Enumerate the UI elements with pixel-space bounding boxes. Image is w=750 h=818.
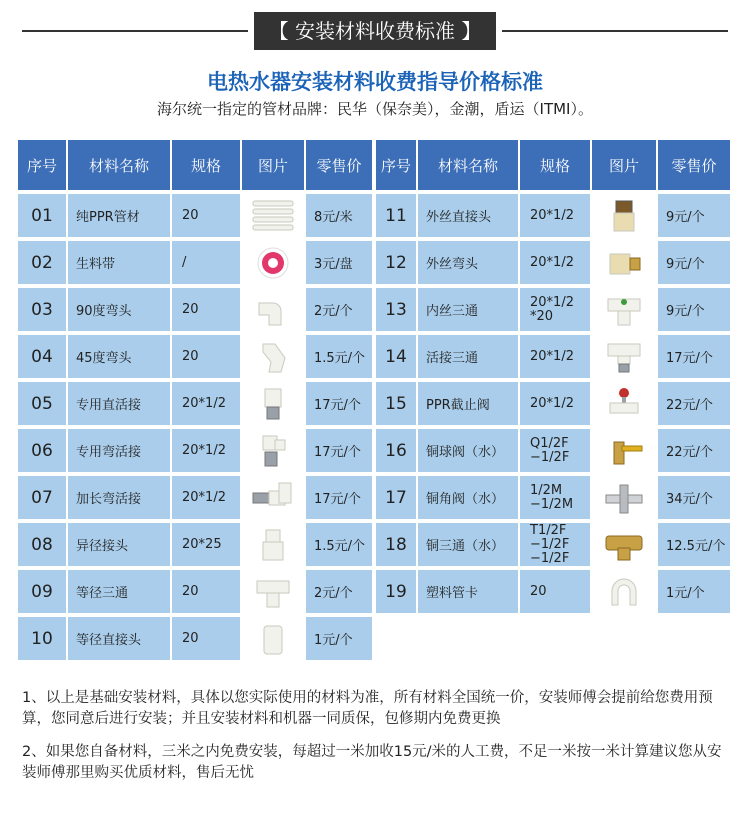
item-image	[592, 241, 658, 284]
item-spec	[172, 382, 242, 425]
header-spec: 规格	[172, 140, 242, 190]
banner-divider-right	[502, 30, 728, 32]
elbow-45-icon	[249, 338, 297, 376]
item-spec-line: −1/2F	[530, 449, 570, 465]
item-spec	[520, 194, 592, 237]
item-name: 外丝弯头	[418, 241, 520, 284]
item-image	[592, 288, 658, 331]
item-image	[592, 429, 658, 472]
item-spec	[172, 335, 242, 378]
reducer-icon	[249, 526, 297, 564]
table-row	[376, 241, 730, 284]
table-row	[376, 476, 730, 519]
coupling-icon	[249, 620, 297, 658]
item-name: 塑料管卡	[418, 570, 520, 613]
header-price: 零售价	[658, 140, 730, 190]
item-name: 生料带	[68, 241, 172, 284]
item-image	[242, 523, 306, 566]
item-spec	[520, 429, 592, 472]
elbow-union-icon	[249, 432, 297, 470]
item-spec	[520, 288, 592, 331]
item-number: 08	[18, 523, 68, 566]
item-image	[242, 194, 306, 237]
table-row	[18, 523, 372, 566]
item-spec-line: 20*1/2	[530, 254, 574, 270]
item-number: 10	[18, 617, 68, 660]
item-number: 16	[376, 429, 418, 472]
item-spec-line: 20	[530, 583, 547, 599]
item-spec-line: 20*1/2	[182, 442, 226, 458]
notes-section	[22, 688, 734, 796]
table-row	[376, 429, 730, 472]
header-price: 零售价	[306, 140, 372, 190]
item-spec	[520, 335, 592, 378]
item-spec-line: −1/2F	[530, 550, 570, 566]
note-2: 2、如果您自备材料，三米之内免费安装，每超过一米加收15元/米的人工费，不足一米按一米计算建议您从安装师傅那里购买优质材料，售后无忧	[22, 744, 722, 781]
item-price: 1.5元/个	[306, 335, 372, 378]
table-row	[376, 335, 730, 378]
brass-tee-icon	[600, 526, 648, 564]
item-image	[242, 241, 306, 284]
item-number: 18	[376, 523, 418, 566]
item-spec-line: *20	[530, 308, 554, 324]
header-name: 材料名称	[68, 140, 172, 190]
item-spec-line: 20	[182, 348, 199, 364]
header-image: 图片	[592, 140, 658, 190]
header-name: 材料名称	[418, 140, 520, 190]
angle-valve-icon	[600, 479, 648, 517]
item-name: 加长弯活接	[68, 476, 172, 519]
union-tee-icon	[600, 338, 648, 376]
item-number: 14	[376, 335, 418, 378]
table-row	[18, 382, 372, 425]
item-spec	[520, 382, 592, 425]
item-spec-line: 20*1/2	[530, 348, 574, 364]
item-image	[242, 335, 306, 378]
item-price: 17元/个	[658, 335, 730, 378]
item-spec-line: 20*1/2	[530, 294, 574, 310]
item-name: PPR截止阀	[418, 382, 520, 425]
item-name: 外丝直接头	[418, 194, 520, 237]
female-tee-icon	[600, 291, 648, 329]
item-name: 异径接头	[68, 523, 172, 566]
table-row	[18, 335, 372, 378]
table-row	[18, 617, 372, 660]
item-spec-line: T1/2F	[530, 522, 567, 538]
item-spec	[520, 523, 592, 566]
male-coupling-icon	[600, 197, 648, 235]
table-row	[376, 570, 730, 613]
item-price: 1元/个	[658, 570, 730, 613]
banner-divider-left	[22, 30, 248, 32]
item-spec	[520, 570, 592, 613]
item-spec	[172, 429, 242, 472]
item-spec-line: 20*1/2	[182, 395, 226, 411]
item-image	[592, 335, 658, 378]
item-name: 45度弯头	[68, 335, 172, 378]
item-number: 07	[18, 476, 68, 519]
item-name: 铜三通（水）	[418, 523, 520, 566]
price-table-right	[376, 136, 730, 617]
item-spec-line: Q1/2F	[530, 435, 569, 451]
item-name: 等径直接头	[68, 617, 172, 660]
banner-title: 【 安装材料收费标准 】	[254, 12, 496, 50]
item-number: 11	[376, 194, 418, 237]
table-row	[18, 241, 372, 284]
item-price: 1.5元/个	[306, 523, 372, 566]
item-name: 内丝三通	[418, 288, 520, 331]
item-price: 9元/个	[658, 194, 730, 237]
table-row	[18, 476, 372, 519]
table-row	[376, 523, 730, 566]
pipe-clip-icon	[600, 573, 648, 611]
item-spec	[172, 241, 242, 284]
item-image	[592, 194, 658, 237]
tape-icon	[249, 244, 297, 282]
table-header-row	[18, 140, 372, 190]
table-row	[376, 194, 730, 237]
item-spec-line: −1/2M	[530, 496, 574, 512]
item-price: 2元/个	[306, 288, 372, 331]
item-image	[592, 476, 658, 519]
item-spec-line: 1/2M	[530, 482, 563, 498]
item-spec	[520, 241, 592, 284]
pipe-icon	[249, 197, 297, 235]
stop-valve-icon	[600, 385, 648, 423]
ball-valve-icon	[600, 432, 648, 470]
item-price: 9元/个	[658, 288, 730, 331]
table-header-row	[376, 140, 730, 190]
item-spec	[172, 570, 242, 613]
price-table-left	[18, 136, 372, 664]
item-spec	[172, 617, 242, 660]
header-spec: 规格	[520, 140, 592, 190]
item-spec	[172, 523, 242, 566]
note-1: 1、以上是基础安装材料，具体以您实际使用的材料为准，所有材料全国统一价，安装师傅会提前给您费用预算，您同意后进行安装；并且安装材料和机器一同质保，包修期内免费更换	[22, 690, 713, 727]
item-image	[242, 570, 306, 613]
item-spec-line: 20	[182, 583, 199, 599]
table-row	[18, 288, 372, 331]
item-spec	[172, 476, 242, 519]
tee-icon	[249, 573, 297, 611]
page-title: 电热水器安装材料收费指导价格标准	[207, 70, 543, 94]
item-price: 9元/个	[658, 241, 730, 284]
item-spec-line: 20*1/2	[530, 395, 574, 411]
item-spec-line: 20	[182, 301, 199, 317]
item-image	[592, 570, 658, 613]
item-price: 3元/盘	[306, 241, 372, 284]
item-spec	[520, 476, 592, 519]
item-spec-line: 20*25	[182, 536, 222, 552]
item-image	[592, 382, 658, 425]
item-price: 17元/个	[306, 429, 372, 472]
item-price: 34元/个	[658, 476, 730, 519]
item-price: 22元/个	[658, 429, 730, 472]
table-row	[18, 570, 372, 613]
item-name: 等径三通	[68, 570, 172, 613]
item-number: 01	[18, 194, 68, 237]
item-image	[242, 476, 306, 519]
item-price: 2元/个	[306, 570, 372, 613]
item-price: 22元/个	[658, 382, 730, 425]
item-price: 1元/个	[306, 617, 372, 660]
item-name: 专用直活接	[68, 382, 172, 425]
table-row	[376, 288, 730, 331]
item-number: 03	[18, 288, 68, 331]
item-spec-line: 20*1/2	[182, 489, 226, 505]
item-spec-line: 20	[182, 630, 199, 646]
table-row	[18, 429, 372, 472]
item-name: 铜角阀（水）	[418, 476, 520, 519]
item-number: 15	[376, 382, 418, 425]
table-row	[376, 382, 730, 425]
item-name: 纯PPR管材	[68, 194, 172, 237]
item-number: 19	[376, 570, 418, 613]
item-image	[242, 288, 306, 331]
item-price: 8元/米	[306, 194, 372, 237]
item-name: 活接三通	[418, 335, 520, 378]
item-number: 06	[18, 429, 68, 472]
item-spec	[172, 194, 242, 237]
long-elbow-union-icon	[249, 479, 297, 517]
item-name: 90度弯头	[68, 288, 172, 331]
item-price: 12.5元/个	[658, 523, 730, 566]
item-number: 17	[376, 476, 418, 519]
item-image	[242, 429, 306, 472]
item-number: 12	[376, 241, 418, 284]
item-number: 04	[18, 335, 68, 378]
male-elbow-icon	[600, 244, 648, 282]
item-name: 铜球阀（水）	[418, 429, 520, 472]
item-image	[592, 523, 658, 566]
item-number: 02	[18, 241, 68, 284]
item-spec-line: −1/2F	[530, 536, 570, 552]
straight-union-icon	[249, 385, 297, 423]
item-number: 09	[18, 570, 68, 613]
item-name: 专用弯活接	[68, 429, 172, 472]
header-image: 图片	[242, 140, 306, 190]
item-price: 17元/个	[306, 382, 372, 425]
header-no: 序号	[18, 140, 68, 190]
item-spec-line: 20*1/2	[530, 207, 574, 223]
elbow-90-icon	[249, 291, 297, 329]
page-subtitle: 海尔统一指定的管材品牌：民华（保奈美），金潮，盾运（ITMI）。	[157, 100, 593, 118]
item-number: 05	[18, 382, 68, 425]
item-spec-line: 20	[182, 207, 199, 223]
header-no: 序号	[376, 140, 418, 190]
item-spec-line: /	[182, 254, 187, 270]
item-price: 17元/个	[306, 476, 372, 519]
item-spec	[172, 288, 242, 331]
item-image	[242, 382, 306, 425]
item-image	[242, 617, 306, 660]
table-row	[18, 194, 372, 237]
item-number: 13	[376, 288, 418, 331]
